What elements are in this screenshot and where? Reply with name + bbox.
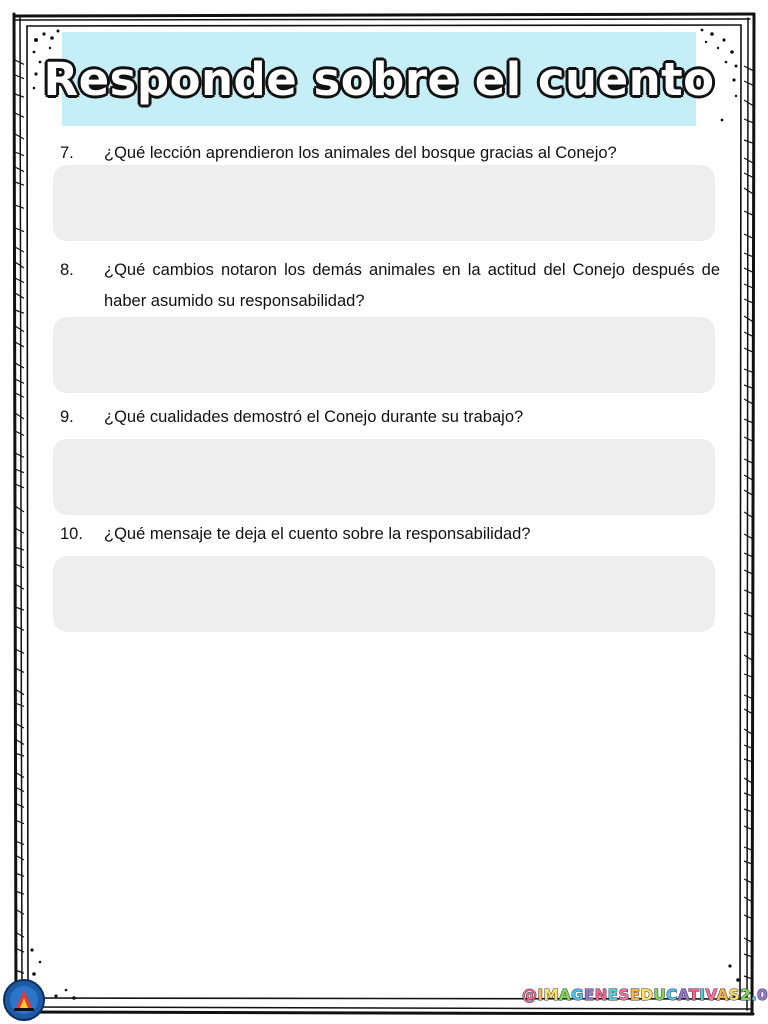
answer-box-8[interactable]: [53, 317, 715, 393]
question-8: [60, 255, 720, 317]
question-number: 10.: [60, 525, 83, 543]
question-number: 9.: [60, 408, 74, 426]
title-banner: [43, 32, 715, 126]
question-text: ¿Qué lección aprendieron los animales del bosque gracias al Conejo?: [104, 144, 617, 162]
answer-box-7[interactable]: [53, 165, 715, 241]
page-title: Responde sobre el cuento: [43, 52, 715, 106]
question-text: ¿Qué mensaje te deja el cuento sobre la responsabilidad?: [104, 525, 531, 543]
question-number: 7.: [60, 144, 74, 162]
logo-icon: [2, 978, 46, 1022]
answer-box-10[interactable]: [53, 556, 715, 632]
question-text: ¿Qué cambios notaron los demás animales en la actitud del Conejo después de haber asumido su responsabilidad?: [104, 261, 720, 310]
watermark: @IMAGENESEDUCATIVAS2.0: [522, 986, 768, 1004]
question-text: ¿Qué cualidades demostró el Conejo durante su trabajo?: [104, 408, 524, 426]
answer-box-9[interactable]: [53, 439, 715, 515]
question-9: [60, 402, 720, 433]
question-10: [60, 519, 720, 550]
question-number: 8.: [60, 261, 74, 279]
